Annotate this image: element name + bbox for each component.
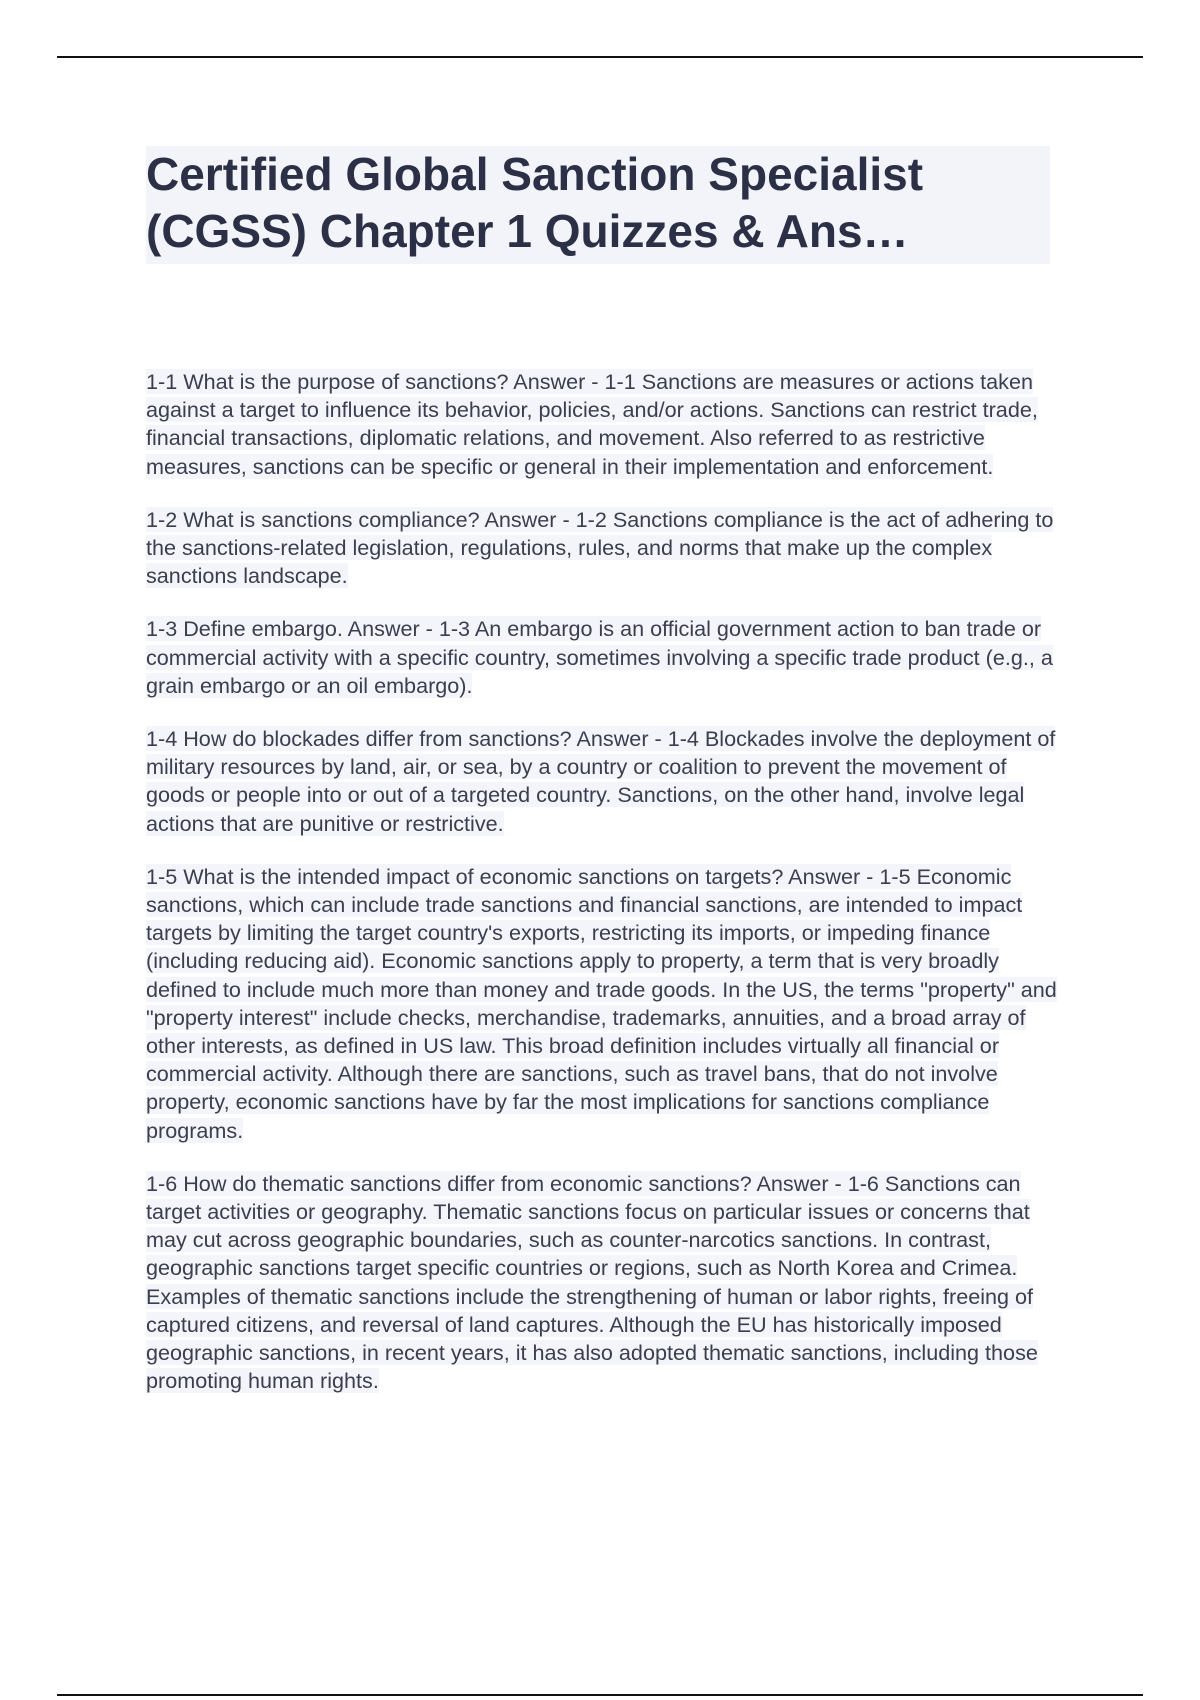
qa-item-text: 1-6 How do thematic sanctions differ from economic sanctions? Answer - 1-6 Sanctions can target activities or geography. Thematic sanctions focus on particular issues or concerns that may cut across geographic boundaries, such as counter-narcotics sanctions. In contrast, geographic sanctions target specific countries or regions, such as North Korea and Crimea. Examples of thematic sanctions include the strengthening of human or labor rights, freeing of captured citizens, and reversal of land captures. Although the EU has historically imposed geographic sanctions, in recent years, it has also adopted thematic sanctions, including those promoting human rights. <box>146 1170 1038 1394</box>
page-title: Certified Global Sanction Specialist (CGSS) Chapter 1 Quizzes & Ans… <box>146 146 1050 264</box>
qa-item-text: 1-4 How do blockades differ from sanctions? Answer - 1-4 Blockades involve the deployment of military resources by land, air, or sea, by a country or coalition to prevent the movement of goods or people into or out of a targeted country. Sanctions, on the other hand, involve legal actions that are punitive or restrictive. <box>146 726 1056 836</box>
qa-list <box>146 368 1061 1421</box>
qa-item-text: 1-5 What is the intended impact of economic sanctions on targets? Answer - 1-5 Economic sanctions, which can include trade sanctions and financial sanctions, are intended to impact targets by limiting the target country's exports, restricting its imports, or impeding finance (including reducing aid). Economic sanctions apply to property, a term that is very broadly defined to include much more than money and trade goods. In the US, the terms "property" and "property interest" include checks, merchandise, trademarks, annuities, and a broad array of other interests, as defined in US law. This broad definition includes virtually all financial or commercial activity. Although there are sanctions, such as travel bans, that do not involve property, economic sanctions have by far the most implications for sanctions compliance programs. <box>146 863 1057 1143</box>
top-rule <box>57 56 1143 58</box>
qa-item-1-5 <box>146 863 1061 1145</box>
qa-item-1-3 <box>146 615 1061 700</box>
qa-item-1-2 <box>146 506 1061 591</box>
qa-item-text: 1-1 What is the purpose of sanctions? Answer - 1-1 Sanctions are measures or actions taken against a target to influence its behavior, policies, and/or actions. Sanctions can restrict trade, financial transactions, diplomatic relations, and movement. Also referred to as restrictive measures, sanctions can be specific or general in their implementation and enforcement. <box>146 369 1038 479</box>
qa-item-1-6 <box>146 1170 1061 1396</box>
qa-item-1-1 <box>146 368 1061 481</box>
qa-item-1-4 <box>146 725 1061 838</box>
bottom-rule <box>57 1694 1143 1696</box>
qa-item-text: 1-3 Define embargo. Answer - 1-3 An embargo is an official government action to ban trade or commercial activity with a specific country, sometimes involving a specific trade product (e.g., a grain embargo or an oil embargo). <box>146 616 1053 698</box>
qa-item-text: 1-2 What is sanctions compliance? Answer - 1-2 Sanctions compliance is the act of adhering to the sanctions-related legislation, regulations, rules, and norms that make up the complex sanctions landscape. <box>146 506 1054 589</box>
